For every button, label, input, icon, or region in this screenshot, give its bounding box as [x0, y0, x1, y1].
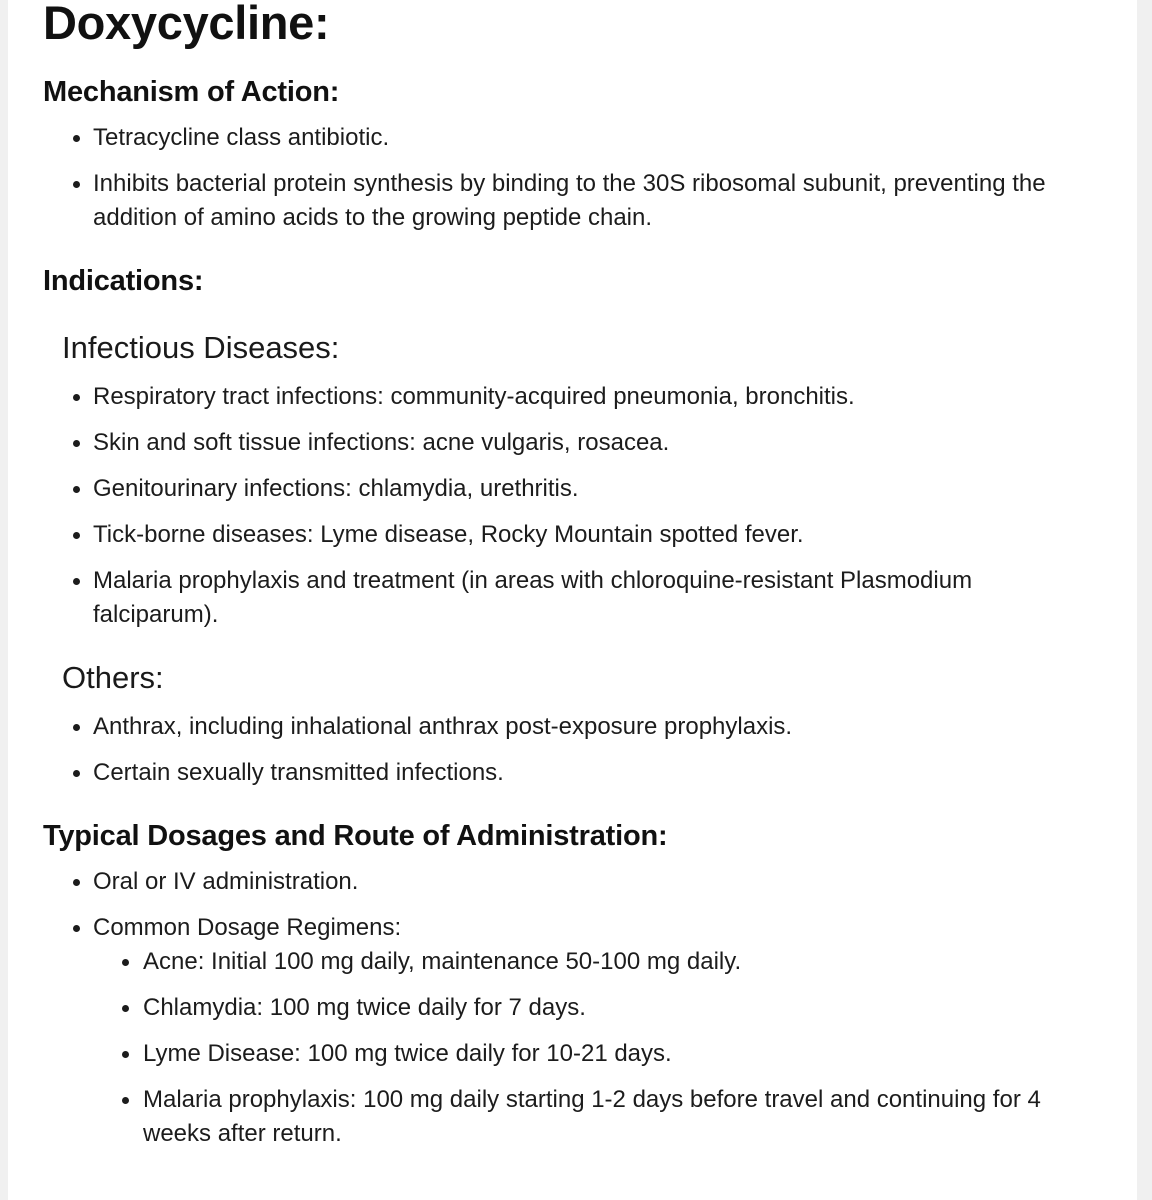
list-item: Certain sexually transmitted infections. — [43, 756, 1103, 790]
mechanism-list — [43, 121, 1103, 235]
list-item: Tick-borne diseases: Lyme disease, Rocky Mountain spotted fever. — [43, 518, 1103, 552]
infectious-list — [43, 380, 1103, 632]
list-item: Respiratory tract infections: community-acquired pneumonia, bronchitis. — [43, 380, 1103, 414]
subsection-heading-others: Others: — [62, 660, 164, 695]
list-item: Malaria prophylaxis and treatment (in areas with chloroquine-resistant Plasmodium falciparum). — [43, 564, 1103, 632]
dosages-list — [43, 865, 1103, 1151]
regimen-item: Chlamydia: 100 mg twice daily for 7 days. — [93, 991, 1103, 1025]
section-heading-dosages: Typical Dosages and Route of Administration: — [43, 820, 668, 852]
regimen-item: Malaria prophylaxis: 100 mg daily starting 1-2 days before travel and continuing for 4 weeks after return. — [93, 1083, 1103, 1151]
list-item: Anthrax, including inhalational anthrax post-exposure prophylaxis. — [43, 710, 1103, 744]
section-heading-indications: Indications: — [43, 265, 204, 297]
list-item: Oral or IV administration. — [43, 865, 1103, 899]
regimen-item: Lyme Disease: 100 mg twice daily for 10-21 days. — [93, 1037, 1103, 1071]
regimens-list — [93, 945, 1103, 1151]
page-title: Doxycycline: — [43, 0, 330, 49]
regimens-label: Common Dosage Regimens: — [93, 914, 402, 941]
document-content — [43, 0, 1103, 1151]
list-item — [43, 911, 1103, 1151]
others-list — [43, 710, 1103, 790]
list-item: Inhibits bacterial protein synthesis by binding to the 30S ribosomal subunit, preventing the addition of amino acids to the growing peptide chain. — [43, 167, 1103, 235]
section-heading-mechanism: Mechanism of Action: — [43, 76, 340, 108]
list-item: Tetracycline class antibiotic. — [43, 121, 1103, 155]
list-item: Genitourinary infections: chlamydia, urethritis. — [43, 472, 1103, 506]
subsection-heading-infectious: Infectious Diseases: — [62, 330, 340, 365]
regimen-item: Acne: Initial 100 mg daily, maintenance 50-100 mg daily. — [93, 945, 1103, 979]
document-page — [8, 0, 1137, 1200]
list-item: Skin and soft tissue infections: acne vulgaris, rosacea. — [43, 426, 1103, 460]
